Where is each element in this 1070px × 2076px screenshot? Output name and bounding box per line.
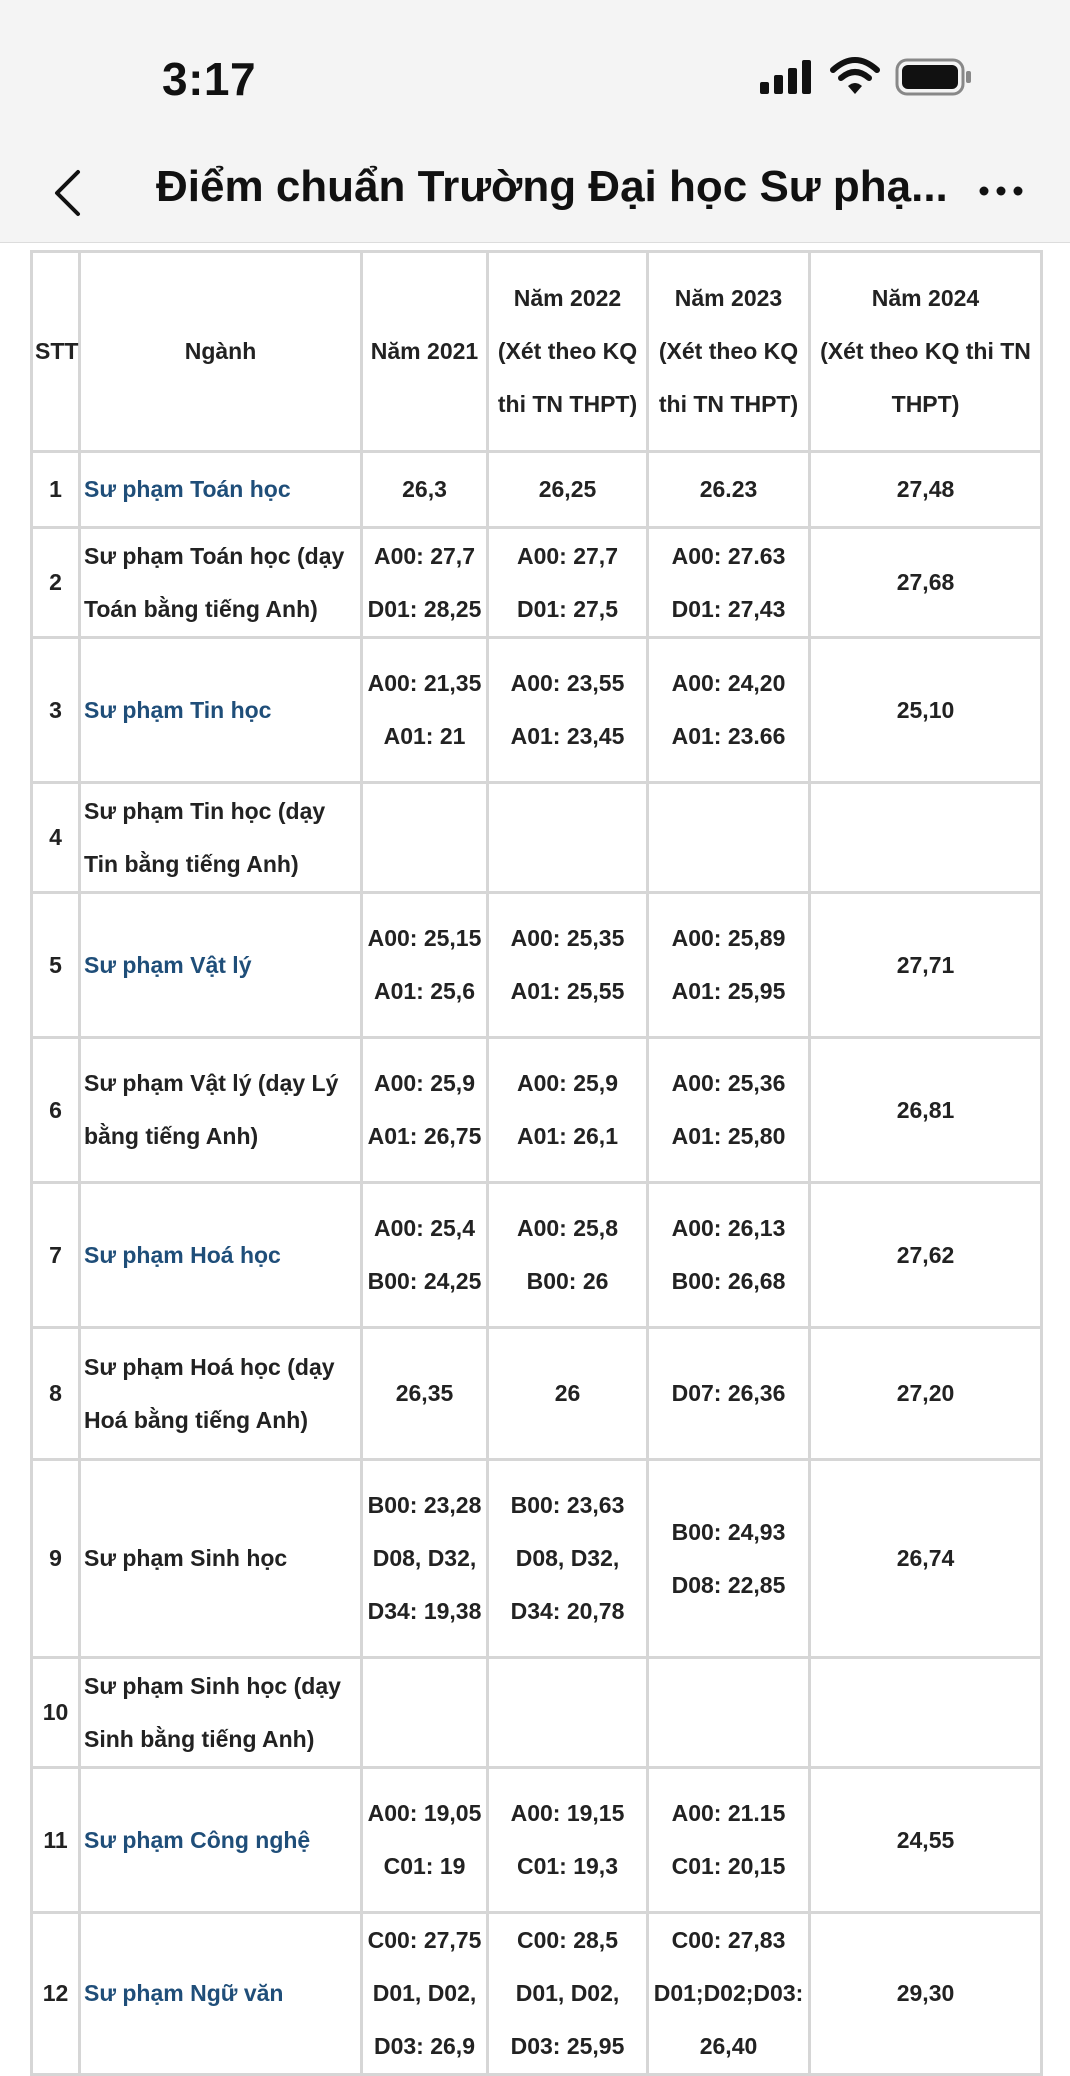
page-title: Điểm chuẩn Trường Đại học Sư phạ... — [156, 162, 948, 211]
cell-stt: 11 — [32, 1768, 80, 1913]
cell-score-2021 — [362, 1038, 488, 1183]
cell-score-2024 — [810, 783, 1042, 893]
score-line: A01: 25,55 — [510, 978, 625, 1004]
score-line: A00: 21,35 — [367, 670, 482, 696]
major-link[interactable] — [80, 452, 362, 528]
score-line: D03: 26,9 — [373, 2033, 475, 2059]
cell-score-2021 — [362, 452, 488, 528]
table-row — [32, 1328, 1042, 1460]
header-2023 — [648, 252, 810, 452]
score-line: C00: 27,75 — [367, 1927, 482, 1953]
major-name-line: Sư phạm Sinh học (dạy — [84, 1672, 341, 1699]
cell-score-2023 — [648, 783, 810, 893]
cell-score-2023 — [648, 528, 810, 638]
cell-score-2022 — [488, 528, 648, 638]
cell-score-2022 — [488, 1460, 648, 1658]
score-line: A00: 25,4 — [373, 1215, 475, 1241]
cell-score-2021 — [362, 1183, 488, 1328]
cell-score-2023 — [648, 1328, 810, 1460]
score-line: 26.23 — [699, 476, 758, 502]
cell-score-2023 — [648, 1913, 810, 2075]
cell-score-2023 — [648, 452, 810, 528]
score-line: C01: 20,15 — [671, 1853, 786, 1879]
cell-score-2022 — [488, 452, 648, 528]
major-name-line: Sư phạm Tin học (dạy — [84, 797, 326, 824]
cell-score-2024: 27,71 — [810, 893, 1042, 1038]
major-name-line: Hoá bằng tiếng Anh) — [84, 1406, 309, 1433]
score-line: A01: 25,80 — [671, 1123, 786, 1149]
cell-score-2021 — [362, 1460, 488, 1658]
cell-score-2023 — [648, 893, 810, 1038]
cell-score-2024: 27,62 — [810, 1183, 1042, 1328]
header-2022-line: Năm 2022 — [513, 285, 622, 311]
cell-major — [80, 783, 362, 893]
cell-score-2024: 26,81 — [810, 1038, 1042, 1183]
score-line: A00: 25,36 — [671, 1070, 786, 1096]
header-stt: STT — [32, 252, 80, 452]
table-row — [32, 452, 1042, 528]
score-line: D01: 27,43 — [671, 595, 786, 622]
score-line: A01: 23.66 — [671, 723, 786, 749]
score-line: A00: 27.63 — [671, 542, 786, 569]
cell-score-2021 — [362, 1328, 488, 1460]
cell-stt: 6 — [32, 1038, 80, 1183]
cell-stt: 10 — [32, 1658, 80, 1768]
header-2022-line: (Xét theo KQ — [497, 338, 638, 364]
major-link[interactable] — [80, 893, 362, 1038]
major-name-line: Tin bằng tiếng Anh) — [84, 850, 299, 877]
cell-major — [80, 1658, 362, 1768]
major-name-line: Sư phạm Ngữ văn — [84, 1980, 284, 2006]
cell-score-2024: 29,30 — [810, 1913, 1042, 2075]
header-2024-line: THPT) — [891, 391, 960, 417]
cell-stt: 5 — [32, 893, 80, 1038]
score-line: A00: 19,15 — [510, 1800, 625, 1826]
score-line: A01: 23,45 — [510, 723, 625, 749]
score-line: D01: 27,5 — [516, 595, 618, 622]
cell-stt: 1 — [32, 452, 80, 528]
header-2021: Năm 2021 — [362, 252, 488, 452]
cell-major — [80, 1038, 362, 1183]
table-row — [32, 1768, 1042, 1913]
score-line: A00: 26,13 — [671, 1215, 786, 1241]
cell-score-2024 — [810, 1658, 1042, 1768]
major-name-line: Sư phạm Hoá học — [84, 1241, 281, 1268]
major-name-line: Sư phạm Vật lý — [84, 951, 252, 978]
cell-major — [80, 1328, 362, 1460]
cell-stt: 7 — [32, 1183, 80, 1328]
navigation-bar — [0, 140, 1070, 243]
cell-score-2024: 26,74 — [810, 1460, 1042, 1658]
table-row — [32, 893, 1042, 1038]
score-line: 26,25 — [538, 476, 597, 502]
score-line: A00: 21.15 — [671, 1800, 786, 1826]
cell-score-2023 — [648, 1768, 810, 1913]
cell-score-2021 — [362, 638, 488, 783]
cell-score-2021 — [362, 1913, 488, 2075]
cell-score-2022 — [488, 1658, 648, 1768]
battery-icon — [895, 58, 973, 96]
chevron-left-icon[interactable] — [50, 168, 84, 218]
score-line: B00: 24,25 — [367, 1268, 482, 1294]
major-name-line: Sư phạm Toán học — [84, 476, 291, 502]
table-row — [32, 1183, 1042, 1328]
table-row — [32, 1913, 1042, 2075]
cell-score-2022 — [488, 1328, 648, 1460]
cell-score-2024: 27,48 — [810, 452, 1042, 528]
table-row — [32, 638, 1042, 783]
score-line: C01: 19,3 — [516, 1853, 618, 1879]
cell-score-2022 — [488, 1913, 648, 2075]
header-2023-line: (Xét theo KQ — [658, 338, 799, 364]
score-line: D08, D32, — [515, 1545, 620, 1571]
major-name-line: Sư phạm Sinh học — [84, 1545, 288, 1571]
table-row — [32, 1460, 1042, 1658]
score-line: A00: 25,35 — [510, 925, 625, 951]
score-line: B00: 26,68 — [671, 1268, 786, 1294]
cell-score-2023 — [648, 1460, 810, 1658]
cell-score-2022 — [488, 893, 648, 1038]
score-line: A00: 27,7 — [373, 542, 475, 569]
score-line: A00: 27,7 — [516, 542, 618, 569]
score-line: A00: 25,15 — [367, 925, 482, 951]
header-2024-line: Năm 2024 — [871, 285, 980, 311]
score-line: A01: 25,95 — [671, 978, 786, 1004]
score-line: D08, D32, — [372, 1545, 477, 1571]
cell-score-2023 — [648, 1183, 810, 1328]
table-row — [32, 1658, 1042, 1768]
header-2023-line: thi TN THPT) — [658, 391, 799, 417]
major-name-line: Sư phạm Toán học (dạy — [84, 542, 345, 569]
score-line: D03: 25,95 — [510, 2033, 625, 2059]
cell-score-2021 — [362, 1658, 488, 1768]
header-2022 — [488, 252, 648, 452]
score-line: C00: 27,83 — [671, 1927, 786, 1953]
score-line: 26 — [554, 1380, 581, 1406]
major-name-line: Sư phạm Tin học — [84, 696, 272, 723]
major-name-line: Sinh bằng tiếng Anh) — [84, 1725, 315, 1752]
score-line: 26,3 — [402, 476, 447, 502]
score-line: 26,35 — [395, 1380, 454, 1406]
major-link[interactable] — [80, 638, 362, 783]
header-nganh: Ngành — [80, 252, 362, 452]
cell-score-2022 — [488, 1038, 648, 1183]
major-name-line: Toán bằng tiếng Anh) — [84, 595, 318, 622]
cell-score-2023 — [648, 1038, 810, 1183]
score-line: B00: 24,93 — [671, 1518, 786, 1545]
score-line: A00: 23,55 — [510, 670, 625, 696]
major-link[interactable] — [80, 1183, 362, 1328]
status-bar — [0, 0, 1070, 140]
table-body — [32, 452, 1042, 2075]
cell-major — [80, 528, 362, 638]
score-line: A00: 19,05 — [367, 1800, 482, 1826]
admission-score-table-container — [30, 250, 1040, 2076]
table-row — [32, 1038, 1042, 1183]
score-line: A01: 25,6 — [373, 978, 475, 1004]
score-line: 26,40 — [699, 2033, 758, 2059]
major-name-line: Sư phạm Vật lý (dạy Lý — [84, 1070, 339, 1096]
cell-score-2022 — [488, 638, 648, 783]
cell-major — [80, 1460, 362, 1658]
score-line: D07: 26,36 — [671, 1380, 786, 1406]
cell-score-2023 — [648, 638, 810, 783]
score-line: B00: 23,28 — [367, 1492, 482, 1518]
score-line: A01: 26,1 — [516, 1123, 618, 1149]
header-2022-line: thi TN THPT) — [497, 391, 638, 417]
score-line: D01, D02, — [515, 1980, 620, 2006]
score-line: A01: 21 — [383, 723, 466, 749]
wifi-icon — [830, 56, 880, 96]
cell-score-2021 — [362, 783, 488, 893]
cell-stt: 8 — [32, 1328, 80, 1460]
score-line: D08: 22,85 — [671, 1571, 786, 1598]
major-link[interactable] — [80, 1913, 362, 2075]
status-time: 3:17 — [162, 53, 257, 105]
score-line: A00: 25,9 — [516, 1070, 618, 1096]
score-line: A00: 24,20 — [671, 670, 786, 696]
score-line: B00: 23,63 — [510, 1492, 625, 1518]
score-line: C01: 19 — [383, 1853, 466, 1879]
cell-score-2024: 25,10 — [810, 638, 1042, 783]
cell-score-2021 — [362, 893, 488, 1038]
cell-score-2022 — [488, 1183, 648, 1328]
cell-score-2024: 27,20 — [810, 1328, 1042, 1460]
score-line: B00: 26 — [526, 1268, 609, 1294]
major-link[interactable] — [80, 1768, 362, 1913]
score-line: A00: 25,89 — [671, 925, 786, 951]
table-row — [32, 783, 1042, 893]
score-line: D34: 20,78 — [510, 1598, 625, 1624]
ellipsis-icon[interactable] — [978, 184, 1024, 198]
cell-stt: 9 — [32, 1460, 80, 1658]
cell-stt: 3 — [32, 638, 80, 783]
major-name-line: bằng tiếng Anh) — [84, 1123, 259, 1149]
table-header-row — [32, 252, 1042, 452]
header-2024-line: (Xét theo KQ thi TN — [820, 338, 1031, 364]
cell-stt: 2 — [32, 528, 80, 638]
header-2023-line: Năm 2023 — [674, 285, 783, 311]
score-line: A00: 25,8 — [516, 1215, 618, 1241]
table-row — [32, 528, 1042, 638]
header-2024 — [810, 252, 1042, 452]
score-line: D01, D02, — [372, 1980, 477, 2006]
score-line: D01: 28,25 — [367, 595, 482, 622]
score-line: A01: 26,75 — [367, 1123, 482, 1149]
admission-score-table — [30, 250, 1043, 2076]
score-line: D01;D02;D03: — [653, 1980, 804, 2006]
cell-score-2021 — [362, 528, 488, 638]
cell-score-2022 — [488, 783, 648, 893]
cell-score-2022 — [488, 1768, 648, 1913]
cell-score-2024: 24,55 — [810, 1768, 1042, 1913]
major-name-line: Sư phạm Hoá học (dạy — [84, 1353, 335, 1380]
cell-score-2023 — [648, 1658, 810, 1768]
cell-score-2024: 27,68 — [810, 528, 1042, 638]
cell-stt: 4 — [32, 783, 80, 893]
score-line: C00: 28,5 — [516, 1927, 618, 1953]
cellular-signal-icon — [760, 60, 812, 94]
major-name-line: Sư phạm Công nghệ — [84, 1826, 311, 1853]
cell-stt: 12 — [32, 1913, 80, 2075]
score-line: D34: 19,38 — [367, 1598, 482, 1624]
score-line: A00: 25,9 — [373, 1070, 475, 1096]
cell-score-2021 — [362, 1768, 488, 1913]
